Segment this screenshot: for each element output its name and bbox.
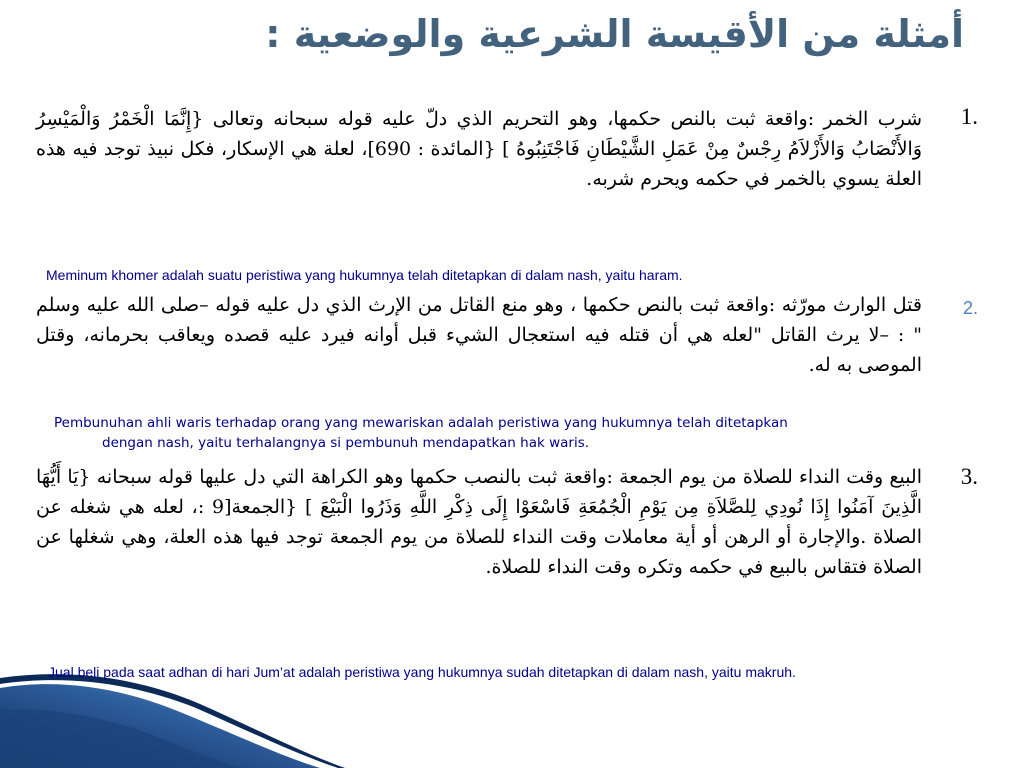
- item-2-translation-line-1: Pembunuhan ahli waris terhadap orang yang mewariskan adalah peristiwa yang hukumnya telah ditetapkan: [54, 415, 788, 431]
- item-1-arabic-text: شرب الخمر :واقعة ثبت بالنص حكمها، وهو التحريم الذي دلّ عليه قوله سبحانه وتعالى {إِنَّمَا الْخَمْرُ وَالْمَيْسِرُ وَالأَنْصَابُ وَالأَزْلاَمُ رِجْسٌ مِنْ عَمَلِ الشَّيْطَانِ فَاجْتَنِبُوهُ ] {المائدة : 690]، لعلة هي الإسكار، فكل نبيذ توجد فيه هذه العلة يسوي بالخمر في حكمه ويحرم شربه.: [36, 108, 922, 190]
- item-2-number: 2.: [962, 298, 978, 318]
- item-2-arabic-text: قتل الوارث مورّثه :واقعة ثبت بالنص حكمها ، وهو منع القاتل من الإرث الذي دل عليه قوله –صلى الله عليه وسلم " : –لا يرث القاتل "لعله هي أن قتله فيه استعجال الشيء قبل أوانه فيرد عليه قصده ويعاقب بحرمانه، وقتل الموصى به له.: [36, 294, 922, 376]
- item-3-number: 3.: [960, 464, 978, 489]
- item-1-number: 1.: [960, 104, 978, 129]
- item-3-arabic-text: البيع وقت النداء للصلاة من يوم الجمعة :واقعة ثبت بالنصب حكمها وهو الكراهة التي دل عليها قوله سبحانه {يَا أَيُّهَا الَّذِينَ آمَنُوا إِذَا نُودِي لِلصَّلاَةِ مِن يَوْمِ الْجُمُعَةِ فَاسْعَوْا إِلَى ذِكْرِ اللَّهِ وَذَرُوا الْبَيْعَ ] {الجمعة[9 :، لعله هي شغله عن الصلاة .والإجارة أو الرهن أو أية معاملات وقت النداء للصلاة من يوم الجمعة توجد فيها هذه العلة، وهي شغلها عن الصلاة فتقاس بالبيع في حكمه وتكره وقت النداء للصلاة.: [36, 466, 922, 578]
- item-1-translation: Meminum khomer adalah suatu peristiwa yang hukumnya telah ditetapkan di dalam nash, yaitu haram.: [46, 267, 683, 283]
- item-2-translation: [54, 413, 954, 453]
- item-3-translation: Jual beli pada saat adhan di hari Jum’at adalah peristiwa yang hukumnya sudah ditetapkan di dalam nash, yaitu makruh.: [48, 664, 796, 680]
- slide-title: أمثلة من الأقيسة الشرعية والوضعية :: [265, 12, 964, 56]
- item-2-translation-line-2: dengan nash, yaitu terhalangnya si pembunuh mendapatkan hak waris.: [102, 435, 590, 451]
